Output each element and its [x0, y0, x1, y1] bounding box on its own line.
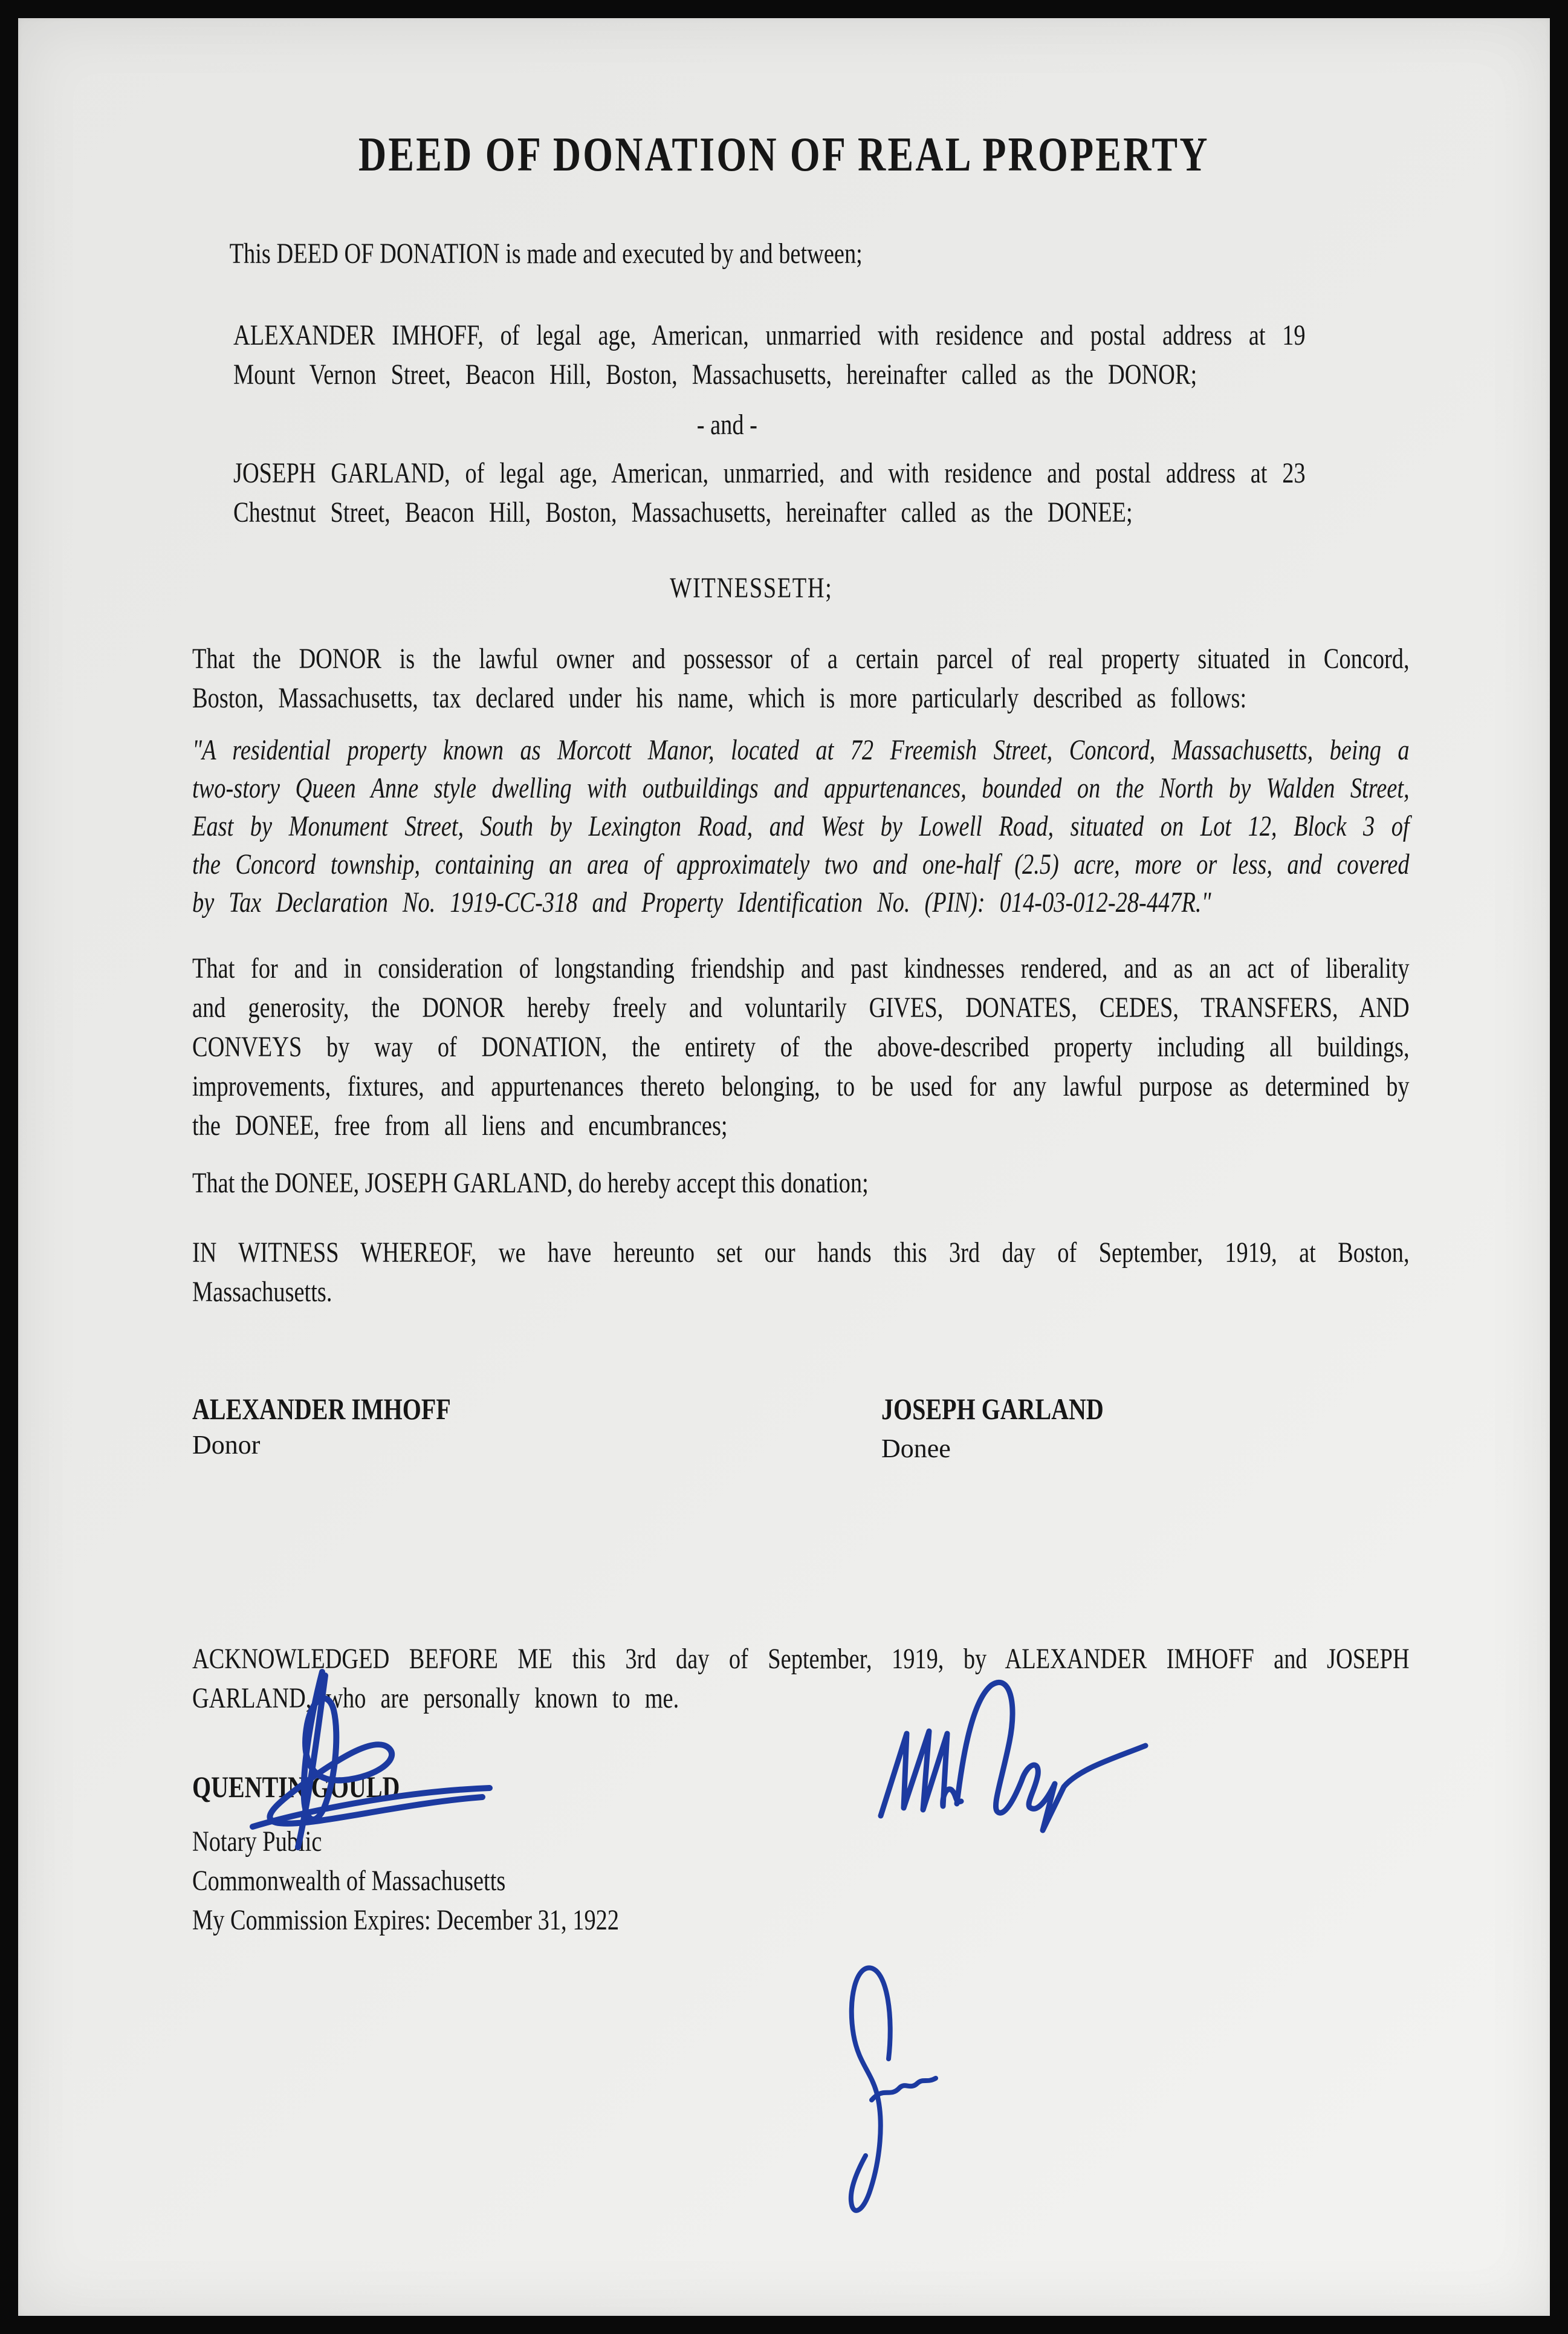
donor-name: ALEXANDER IMHOFF: [192, 1392, 451, 1426]
donor-signature-block: [192, 1393, 881, 1465]
witnesseth-heading: WITNESSETH;: [670, 572, 833, 604]
property-description: "A residential property known as Morcott Manor, located at 72 Freemish Street, Concord, Massachusetts, being a two-story Queen Anne style dwelling with outbuildings and appurtenances, bounded on the North by Walden Street, East by Monument Street, South by Lexington Road, and West by Lowell Road, situated on Lot 12, Block 3 of the Concord township, containing an area of approximately two and one-half (2.5) acre, more or less, and covered by Tax Declaration No. 1919-CC-318 and Property Identification No. (PIN): 014-03-012-28-447R.": [192, 734, 1410, 918]
donee-name: JOSEPH GARLAND: [881, 1392, 1104, 1426]
document-content: [18, 18, 1550, 1940]
donor-role: [192, 1428, 881, 1461]
document-title: DEED OF DONATION OF REAL PROPERTY: [358, 128, 1210, 181]
donor-signature: [248, 1666, 508, 1859]
recital-clause: That the DONOR is the lawful owner and possessor of a certain parcel of real property situated in Concord, Boston, Massachusetts, tax declared under his name, which is more particularly described as follows:: [192, 643, 1410, 714]
acceptance-clause: That the DONEE, JOSEPH GARLAND, do hereby accept this donation;: [192, 1167, 869, 1199]
witness-clause: IN WITNESS WHEREOF, we have hereunto set our hands this 3rd day of September, 1919, at Boston, Massachusetts.: [192, 1237, 1410, 1308]
notary-commission-expiry: My Commission Expires: December 31, 1922: [192, 1904, 620, 1936]
notary-title: Notary Public: [192, 1825, 322, 1858]
paper-sheet: [18, 18, 1550, 2316]
donee-signature-block: [881, 1393, 1104, 1465]
notary-jurisdiction: Commonwealth of Massachusetts: [192, 1865, 506, 1897]
and-separator: - and -: [696, 409, 757, 441]
donee-role-label: Donee: [881, 1434, 951, 1463]
acknowledgment-clause: ACKNOWLEDGED BEFORE ME this 3rd day of September, 1919, by ALEXANDER IMHOFF and JOSEPH GARLAND, who are personally known to me.: [192, 1643, 1410, 1714]
donee-clause: JOSEPH GARLAND, of legal age, American, unmarried, and with residence and postal address at 23 Chestnut Street, Beacon Hill, Boston, Massachusetts, hereinafter called as the DONEE;: [233, 457, 1306, 528]
intro-clause: This DEED OF DONATION is made and executed by and between;: [229, 238, 863, 270]
donee-role: [881, 1432, 1104, 1465]
donor-clause: ALEXANDER IMHOFF, of legal age, American, unmarried with residence and postal address at 19 Mount Vernon Street, Beacon Hill, Boston, Massachusetts, hereinafter called as the DONOR;: [233, 319, 1306, 391]
signature-section: [192, 1393, 1410, 1465]
donee-signature: [880, 1678, 1148, 1847]
donor-role-label: Donor: [192, 1430, 261, 1460]
notary-name: QUENTIN GOULD: [192, 1770, 400, 1804]
notary-signature: [798, 1962, 955, 2222]
donation-clause: That for and in consideration of longstanding friendship and past kindnesses rendered, and as an act of liberality and generosity, the DONOR hereby freely and voluntarily GIVES, DONATES, CEDES, TRANSFERS, AND CONVEYS by way of DONATION, the entirety of the above-described property including all buildings, improvements, fixtures, and appurtenances thereto belonging, to be used for any lawful purpose as determined by the DONEE, free from all liens and encumbrances;: [192, 952, 1410, 1142]
